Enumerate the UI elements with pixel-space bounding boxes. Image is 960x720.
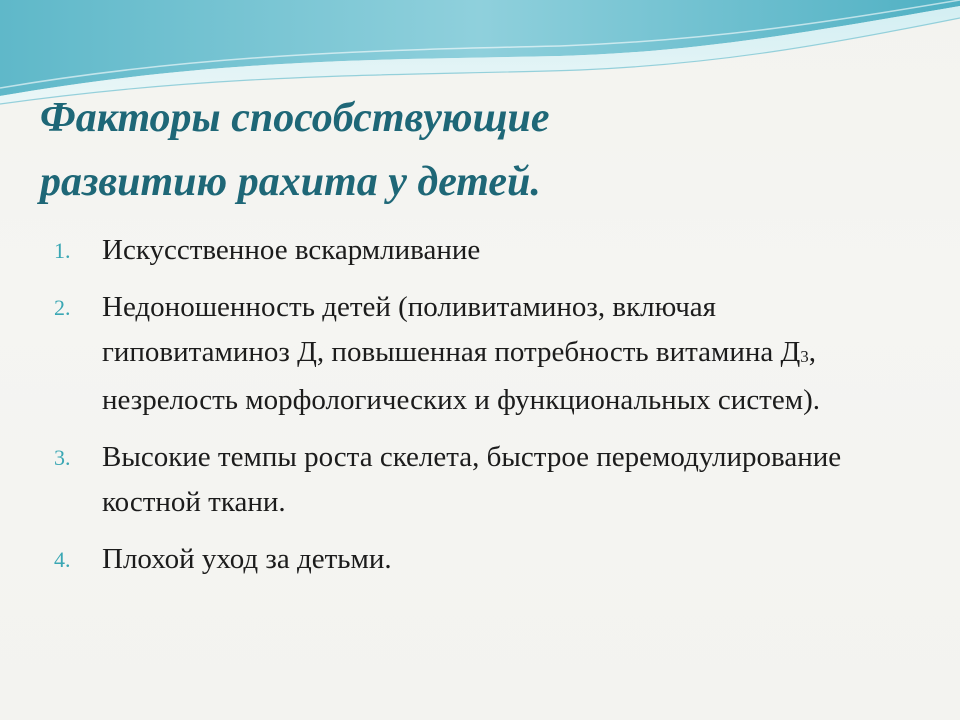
list-item-number: 3.: [54, 445, 71, 470]
list-item-text-rest: , незрелость морфологических и функциональных систем).: [102, 336, 820, 416]
list-item: [50, 228, 910, 273]
list-item-number: 4.: [54, 547, 71, 572]
slide-title: [40, 86, 920, 214]
list-item-text: Высокие темпы роста скелета, быстрое перемодулирование костной ткани.: [102, 441, 842, 518]
list-item: [50, 537, 910, 582]
list-item-number: 2.: [54, 295, 71, 320]
list-item-text: Плохой уход за детьми.: [102, 543, 392, 575]
slide-title-line-2: развитию рахита у детей.: [40, 159, 541, 205]
list-item-number: 1.: [54, 238, 71, 263]
list-item: [50, 285, 910, 423]
subscript: 3: [800, 347, 809, 366]
list-item-text-main: Недоношенность детей (поливитаминоз, включая гиповитаминоз Д, повышенная потребность витамина Д: [102, 291, 801, 368]
factors-list: [50, 228, 910, 594]
list-item: [50, 435, 910, 525]
list-item-text: [102, 285, 910, 423]
list-item-text: Искусственное вскармливание: [102, 234, 481, 266]
slide-title-line-1: Факторы способствующие: [40, 95, 550, 141]
